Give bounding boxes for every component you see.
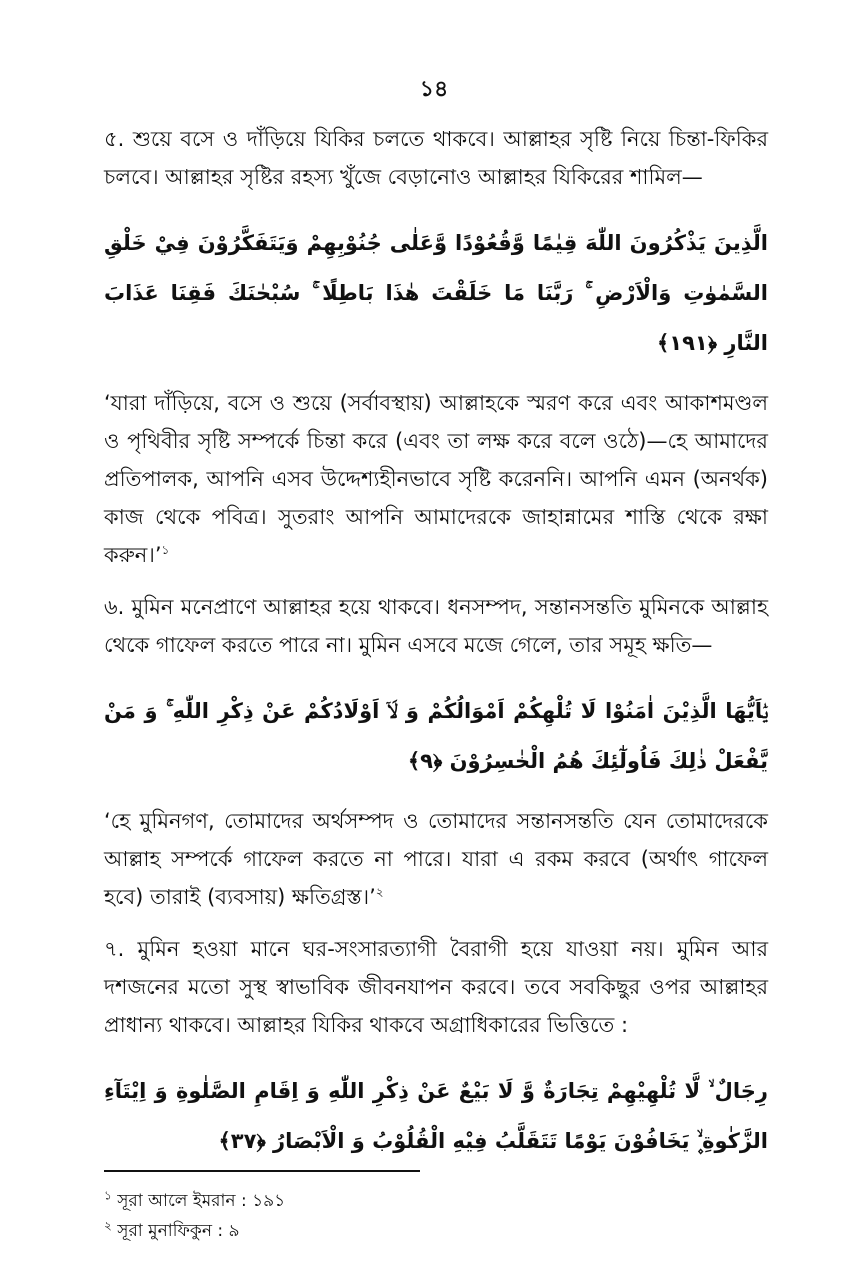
translation-text: ‘হে মুমিনগণ, তোমাদের অর্থসম্পদ ও তোমাদের সন্তানসন্ততি যেন তোমাদেরকে আল্লাহ সম্পর্কে গাফেল করতে না পারে। যারা এ রকম করবে (অর্থাৎ গাফেল হবে) তারাই (ব্যবসায়) ক্ষতিগ্রস্ত।’ xyxy=(104,809,768,909)
section-intro: ৫. শুয়ে বসে ও দাঁড়িয়ে যিকির চলতে থাকবে। আল্লাহর সৃষ্টি নিয়ে চিন্তা-ফিকির চলবে। আল্লাহর সৃষ্টির রহস্য খুঁজে বেড়ানোও আল্লাহর যিকিরের শামিল— xyxy=(104,127,768,189)
arabic-verse: الَّذِينَ يَذْكُرُونَ اللّٰهَ قِيٰمًا وَّقُعُوْدًا وَّعَلٰى جُنُوْبِهِمْ وَيَتَفَكَّرُوْنَ فِيْ خَلْقِ السَّمٰوٰتِ وَالْاَرْضِ ۚ رَبَّنَا مَا خَلَقْتَ هٰذَا بَاطِلًا ۚ سُبْحٰنَكَ فَقِنَا عَذَابَ النَّارِ ﴿١٩١﴾ xyxy=(104,231,768,355)
footnotes xyxy=(104,1186,768,1246)
footnote-text: সূরা মুনাফিকুন : ৯ xyxy=(117,1221,240,1241)
footnote-divider xyxy=(104,1170,420,1172)
footnote-ref[interactable]: ২ xyxy=(375,885,384,899)
section-intro: ৭. মুমিন হওয়া মানে ঘর-সংসারত্যাগী বৈরাগী হয়ে যাওয়া নয়। মুমিন আর দশজনের মতো সুস্থ স্বাভাবিক জীবনযাপন করবে। তবে সবকিছুর ওপর আল্লাহর প্রাধান্য থাকবে। আল্লাহর যিকির থাকবে অগ্রাধিকারের ভিত্তিতে : xyxy=(104,937,768,1037)
footnote xyxy=(104,1216,768,1246)
footnote-ref[interactable]: ১ xyxy=(161,543,170,557)
footnote-number: ১ xyxy=(104,1188,112,1203)
arabic-verse: يٰۤاَيُّهَا الَّذِيْنَ اٰمَنُوْا لَا تُلْهِكُمْ اَمْوَالُكُمْ وَ لَاۤ اَوْلَادُكُمْ عَنْ ذِكْرِ اللّٰهِ ۚ وَ مَنْ يَّفْعَلْ ذٰلِكَ فَاُولٰٓئِكَ هُمُ الْخٰسِرُوْنَ ﴿٩﴾ xyxy=(104,699,768,773)
verse-translation xyxy=(104,384,768,574)
arabic-verse: رِجَالٌ ۙ لَّا تُلْهِيْهِمْ تِجَارَةٌ وَّ لَا بَيْعٌ عَنْ ذِكْرِ اللّٰهِ وَ اِقَامِ الصَّلٰوةِ وَ اِيْتَآءِ الزَّكٰوةِ ۪ۙ يَخَافُوْنَ يَوْمًا تَتَقَلَّبُ فِيْهِ الْقُلُوْبُ وَ الْاَبْصَارُ ﴿٣٧﴾ xyxy=(104,1079,768,1153)
footnote-text: সূরা আলে ইমরান : ১৯১ xyxy=(117,1191,286,1211)
page-body xyxy=(104,120,768,1182)
section-intro: ৬. মুমিন মনেপ্রাণে আল্লাহর হয়ে থাকবে। ধনসম্পদ, সন্তানসন্ততি মুমিনকে আল্লাহ থেকে গাফেল করতে পারে না। মুমিন এসবে মজে গেলে, তার সমূহ ক্ষতি— xyxy=(104,595,768,657)
footnote xyxy=(104,1186,768,1216)
page-number: ১৪ xyxy=(419,77,449,102)
translation-text: ‘যারা দাঁড়িয়ে, বসে ও শুয়ে (সর্বাবস্থায়) আল্লাহকে স্মরণ করে এবং আকাশমণ্ডল ও পৃথিবীর সৃষ্টি সম্পর্কে চিন্তা করে (এবং তা লক্ষ করে বলে ওঠে)—হে আমাদের প্রতিপালক, আপনি এসব উদ্দেশ্যহীনভাবে সৃষ্টি করেননি। আপনি এমন (অনর্থক) কাজ থেকে পবিত্র। সুতরাং আপনি আমাদেরকে জাহান্নামের শাস্তি থেকে রক্ষা করুন।’ xyxy=(104,391,768,567)
verse-translation xyxy=(104,802,768,916)
footnote-number: ২ xyxy=(104,1218,112,1233)
